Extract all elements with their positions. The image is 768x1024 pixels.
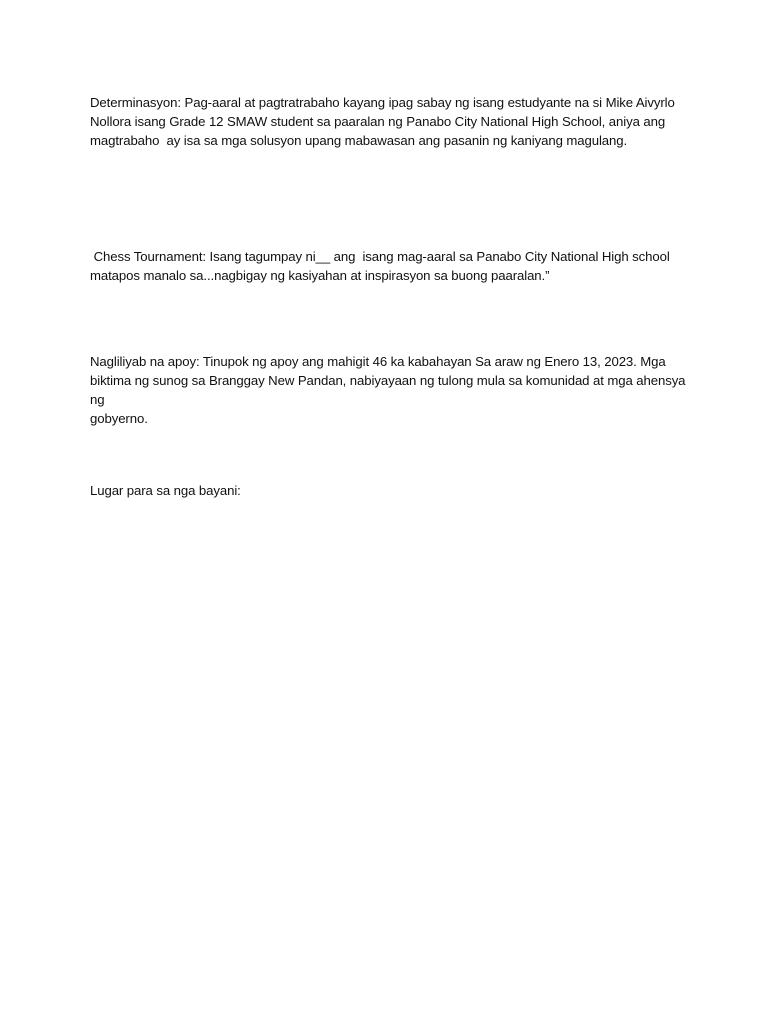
text-line: Chess Tournament: Isang tagumpay ni__ ang isang mag-aaral sa Panabo City National High school bbox=[90, 249, 670, 264]
text-line: Lugar para sa nga bayani: bbox=[90, 483, 241, 498]
text-line: biktima ng sunog sa Branggay New Pandan, nabiyayaan ng tulong mula sa komunidad at mga ahensya ng bbox=[90, 373, 689, 407]
paragraph-chess-tournament bbox=[90, 247, 690, 285]
paragraph-lugar-para-sa-nga-bayani bbox=[90, 481, 690, 500]
text-line: gobyerno. bbox=[90, 411, 148, 426]
text-line: Determinasyon: Pag-aaral at pagtratrabaho kayang ipag sabay ng isang estudyante na si Mike Aivyrlo bbox=[90, 95, 675, 110]
text-line: matapos manalo sa...nagbigay ng kasiyahan at inspirasyon sa buong paaralan.” bbox=[90, 268, 550, 283]
text-line: magtrabaho ay isa sa mga solusyon upang mabawasan ang pasanin ng kaniyang magulang. bbox=[90, 133, 628, 148]
text-line: Nagliliyab na apoy: Tinupok ng apoy ang mahigit 46 ka kabahayan Sa araw ng Enero 13, 2023. Mga bbox=[90, 354, 666, 369]
paragraph-nagliliyab-na-apoy bbox=[90, 352, 690, 428]
text-line: Nollora isang Grade 12 SMAW student sa paaralan ng Panabo City National High School, aniya ang bbox=[90, 114, 666, 129]
paragraph-determinasyon bbox=[90, 93, 690, 150]
